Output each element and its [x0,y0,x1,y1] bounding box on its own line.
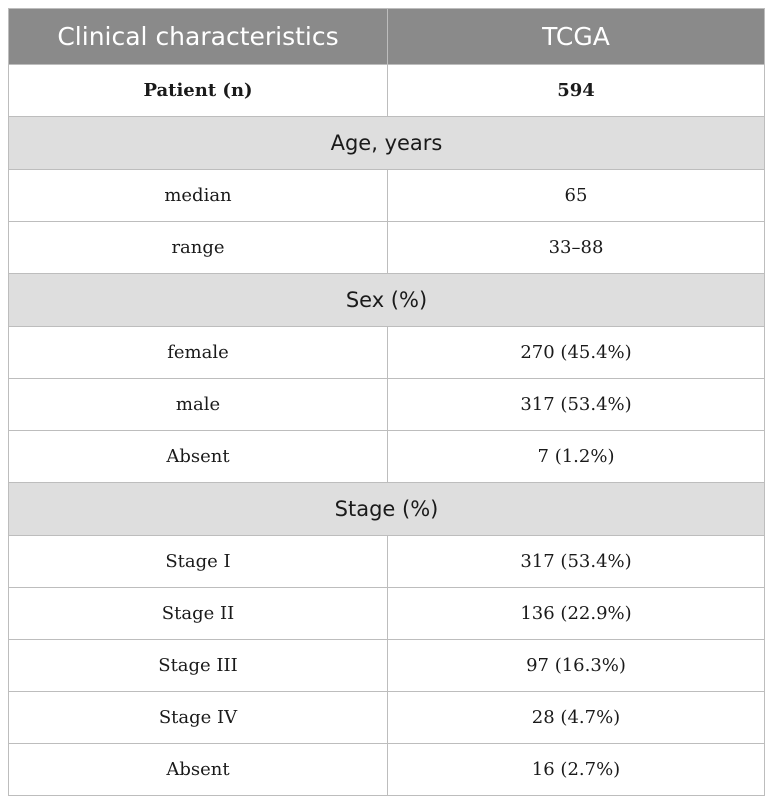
table-header-row [9,9,765,65]
row-value: 97 (16.3%) [388,640,765,692]
patient-value: 594 [388,65,765,117]
row-value: 317 (53.4%) [388,379,765,431]
table-row [9,692,765,744]
table-row [9,536,765,588]
patient-label: Patient (n) [9,65,388,117]
table-row [9,327,765,379]
row-value: 136 (22.9%) [388,588,765,640]
header-clinical-characteristics: Clinical characteristics [9,9,388,65]
row-value: 28 (4.7%) [388,692,765,744]
row-label: median [9,170,388,222]
table-row [9,588,765,640]
row-value: 16 (2.7%) [388,744,765,796]
row-label: Absent [9,431,388,483]
table-row [9,170,765,222]
section-title-stage: Stage (%) [9,483,765,536]
row-label: Stage I [9,536,388,588]
section-row-stage [9,483,765,536]
row-value: 65 [388,170,765,222]
clinical-characteristics-table [8,8,765,796]
row-value: 270 (45.4%) [388,327,765,379]
table-row [9,222,765,274]
table-row [9,379,765,431]
section-title-sex: Sex (%) [9,274,765,327]
row-label: Stage III [9,640,388,692]
table-row [9,431,765,483]
section-row-sex [9,274,765,327]
row-label: Stage IV [9,692,388,744]
row-label: Stage II [9,588,388,640]
row-label: female [9,327,388,379]
row-label: Absent [9,744,388,796]
row-label: range [9,222,388,274]
row-value: 317 (53.4%) [388,536,765,588]
section-row-age [9,117,765,170]
header-tcga: TCGA [388,9,765,65]
table-row [9,640,765,692]
table-row [9,744,765,796]
row-value: 33–88 [388,222,765,274]
table-row [9,65,765,117]
row-label: male [9,379,388,431]
section-title-age: Age, years [9,117,765,170]
row-value: 7 (1.2%) [388,431,765,483]
